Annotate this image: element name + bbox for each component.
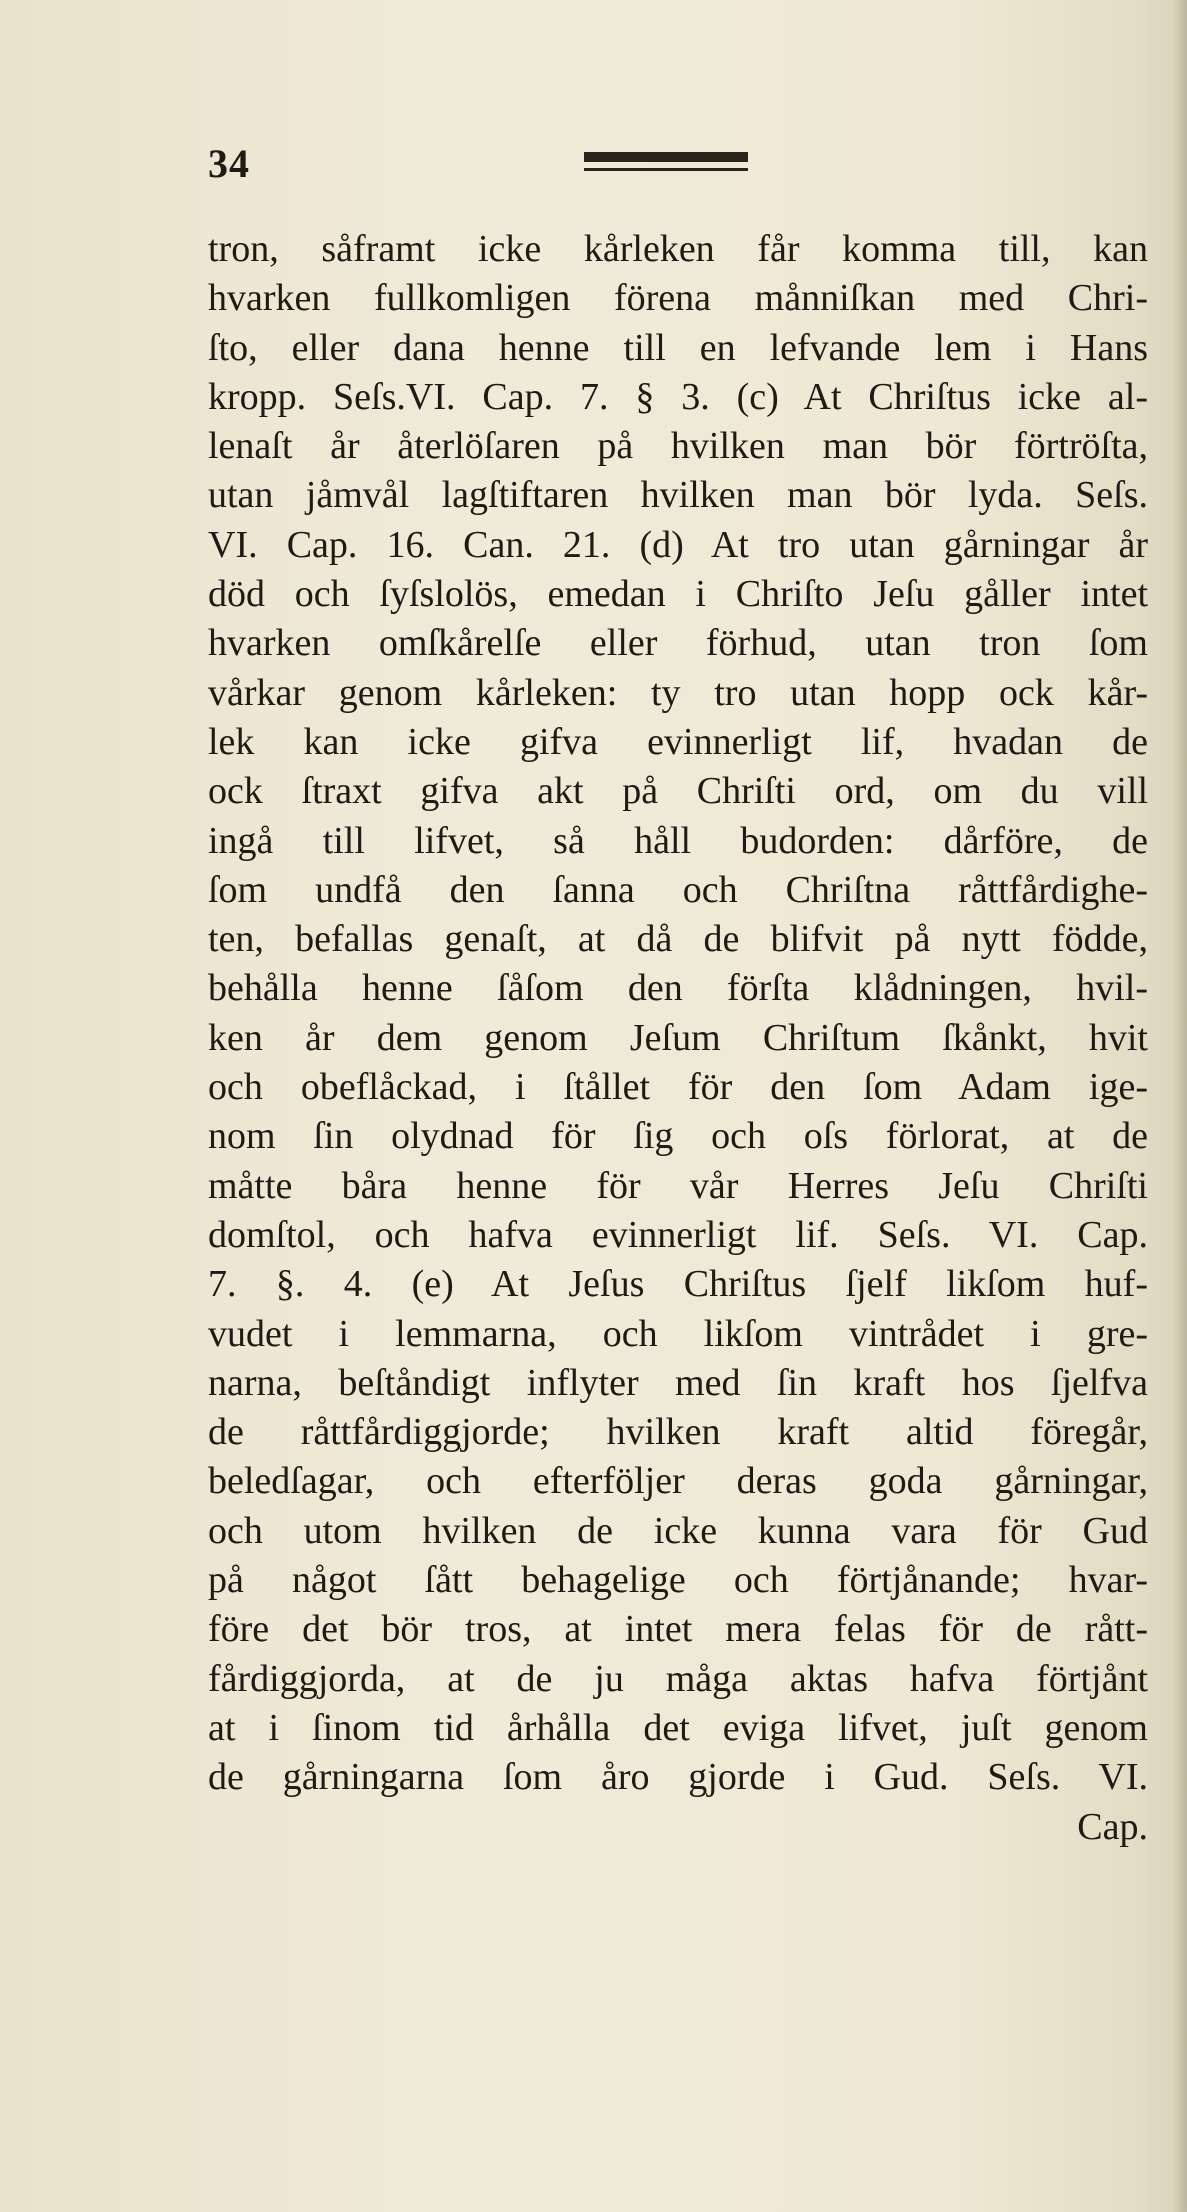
- text-line: de gårningarna ſom åro gjorde i Gud. Seſs. VI.: [208, 1756, 1148, 1799]
- text-line: beledſagar, och efterföljer deras goda gårningar,: [208, 1460, 1148, 1503]
- text-line: ſom undfå den ſanna och Chriſtna råttfårdighe-: [208, 868, 1148, 911]
- text-line: lenaſt år återlöſaren på hvilken man bör förtröſta,: [208, 425, 1148, 468]
- text-line: tron, såframt icke kårleken får komma till, kan: [208, 228, 1148, 270]
- text-line: vårkar genom kårleken: ty tro utan hopp ock kår-: [208, 671, 1148, 714]
- text-line: utan jåmvål lagſtiftaren hvilken man bör lyda. Seſs.: [208, 474, 1148, 517]
- catchword: Cap.: [1077, 1805, 1148, 1848]
- text-line: vudet i lemmarna, och likſom vintrådet i gre-: [208, 1312, 1148, 1355]
- text-line: at i ſinom tid århålla det eviga lifvet, juſt genom: [208, 1706, 1148, 1749]
- header-rule: [584, 152, 748, 162]
- text-line: hvarken fullkomligen förena månniſkan med Chri-: [208, 277, 1148, 320]
- text-line: fårdiggjorda, at de ju måga aktas hafva förtjånt: [208, 1657, 1148, 1700]
- text-line: behålla henne ſåſom den förſta klådningen, hvil-: [208, 967, 1148, 1010]
- page-edge-shadow: [1173, 0, 1187, 2212]
- text-line: ten, befallas genaſt, at då de blifvit på nytt födde,: [208, 918, 1148, 961]
- text-line: på något ſått behagelige och förtjånande; hvar-: [208, 1559, 1148, 1602]
- text-line: hvarken omſkårelſe eller förhud, utan tron ſom: [208, 622, 1148, 665]
- text-line: ken år dem genom Jeſum Chriſtum ſkånkt, hvit: [208, 1016, 1148, 1059]
- body-text: [208, 225, 1148, 1852]
- text-line: ſto, eller dana henne till en lefvande lem i Hans: [208, 326, 1148, 369]
- text-line: och utom hvilken de icke kunna vara för Gud: [208, 1509, 1148, 1552]
- text-line: VI. Cap. 16. Can. 21. (d) At tro utan gårningar år: [208, 523, 1148, 566]
- text-line: de råttfårdiggjorde; hvilken kraft altid föregår,: [208, 1411, 1148, 1454]
- text-line: död och ſyſslolös, emedan i Chriſto Jeſu gåller intet: [208, 573, 1148, 616]
- text-line: och obeflåckad, i ſtållet för den ſom Adam ige-: [208, 1066, 1148, 1109]
- text-line: ingå till lifvet, så håll budorden: dårföre, de: [208, 819, 1148, 862]
- page-number: 34: [208, 141, 250, 186]
- header-rule-thin: [584, 168, 748, 171]
- text-line: 7. §. 4. (e) At Jeſus Chriſtus ſjelf likſom huf-: [208, 1263, 1148, 1306]
- text-line: före det bör tros, at intet mera felas för de rått-: [208, 1608, 1148, 1651]
- text-line: lek kan icke gifva evinnerligt lif, hvadan de: [208, 720, 1148, 763]
- text-line: kropp. Seſs.VI. Cap. 7. § 3. (c) At Chriſtus icke al-: [208, 375, 1148, 418]
- text-line: ock ſtraxt gifva akt på Chriſti ord, om du vill: [208, 770, 1148, 813]
- text-line: domſtol, och hafva evinnerligt lif. Seſs. VI. Cap.: [208, 1213, 1148, 1256]
- text-line: narna, beſtåndigt inflyter med ſin kraft hos ſjelfva: [208, 1361, 1148, 1404]
- text-line: måtte båra henne för vår Herres Jeſu Chriſti: [208, 1164, 1148, 1207]
- text-line: nom ſin olydnad för ſig och oſs förlorat, at de: [208, 1115, 1148, 1158]
